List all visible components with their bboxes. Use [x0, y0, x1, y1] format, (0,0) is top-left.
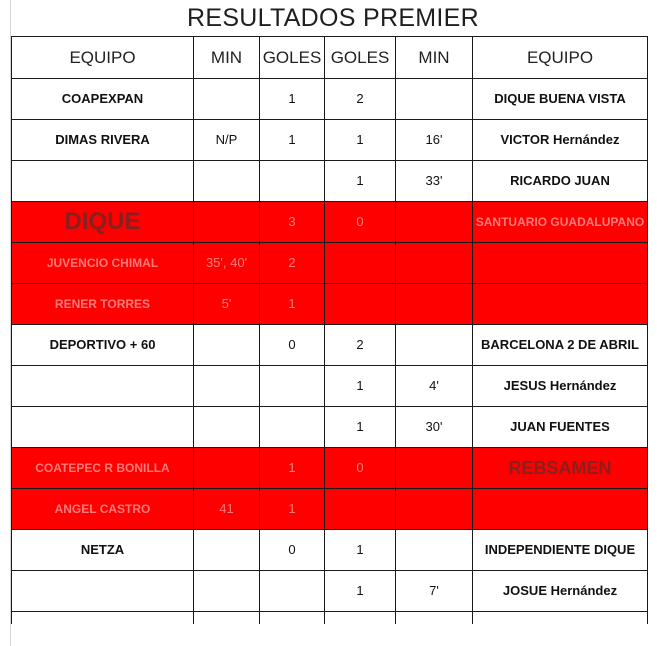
goals-cell[interactable]: 1 [260, 79, 325, 120]
header-cell: GOLES [325, 37, 396, 79]
minute-cell[interactable] [194, 325, 260, 366]
goals-cell[interactable]: 1 [325, 407, 396, 448]
minute-cell[interactable] [396, 489, 473, 530]
minute-cell[interactable] [396, 448, 473, 489]
spreadsheet-gridline [0, 0, 11, 646]
team-cell[interactable]: DIQUE [12, 202, 194, 243]
minute-cell[interactable]: N/P [194, 120, 260, 161]
table-row-highlighted [12, 202, 648, 243]
empty-cell[interactable] [325, 612, 396, 625]
minute-cell[interactable]: 4' [396, 366, 473, 407]
goals-cell[interactable]: 1 [325, 530, 396, 571]
team-cell[interactable]: DEPORTIVO + 60 [12, 325, 194, 366]
goals-cell[interactable]: 1 [325, 161, 396, 202]
team-cell[interactable]: SANTUARIO GUADALUPANO [473, 202, 648, 243]
header-row [12, 37, 648, 79]
table-row-highlighted [12, 489, 648, 530]
goals-cell[interactable]: 2 [260, 243, 325, 284]
goals-cell[interactable]: 0 [325, 448, 396, 489]
minute-cell[interactable] [396, 325, 473, 366]
minute-cell[interactable]: 30' [396, 407, 473, 448]
team-cell[interactable] [12, 161, 194, 202]
empty-cell[interactable] [12, 612, 194, 625]
goals-cell[interactable]: 1 [260, 284, 325, 325]
goals-cell[interactable] [260, 571, 325, 612]
minute-cell[interactable]: 5' [194, 284, 260, 325]
team-cell[interactable] [12, 571, 194, 612]
table-row [12, 120, 648, 161]
goals-cell[interactable] [325, 243, 396, 284]
minute-cell[interactable]: 16' [396, 120, 473, 161]
goals-cell[interactable]: 0 [260, 325, 325, 366]
table-row [12, 366, 648, 407]
minute-cell[interactable] [194, 366, 260, 407]
table-row [12, 571, 648, 612]
header-cell: MIN [396, 37, 473, 79]
minute-cell[interactable] [194, 448, 260, 489]
team-cell[interactable]: INDEPENDIENTE DIQUE [473, 530, 648, 571]
team-cell[interactable] [473, 489, 648, 530]
team-cell[interactable]: VICTOR Hernández [473, 120, 648, 161]
table-row-highlighted [12, 284, 648, 325]
table-row-highlighted [12, 448, 648, 489]
team-cell[interactable]: RENER TORRES [12, 284, 194, 325]
table-row [12, 325, 648, 366]
team-cell[interactable] [473, 243, 648, 284]
minute-cell[interactable] [396, 79, 473, 120]
goals-cell[interactable]: 1 [260, 489, 325, 530]
goals-cell[interactable] [260, 407, 325, 448]
header-cell: EQUIPO [473, 37, 648, 79]
team-cell[interactable]: JUVENCIO CHIMAL [12, 243, 194, 284]
team-cell[interactable]: ANGEL CASTRO [12, 489, 194, 530]
table-row-highlighted [12, 243, 648, 284]
minute-cell[interactable] [194, 571, 260, 612]
table-row [12, 530, 648, 571]
team-cell[interactable]: JUAN FUENTES [473, 407, 648, 448]
team-cell[interactable]: COAPEXPAN [12, 79, 194, 120]
empty-cell[interactable] [194, 612, 260, 625]
team-cell[interactable]: REBSAMEN [473, 448, 648, 489]
goals-cell[interactable]: 2 [325, 325, 396, 366]
goals-cell[interactable] [260, 366, 325, 407]
table-row [12, 407, 648, 448]
minute-cell[interactable]: 33' [396, 161, 473, 202]
team-cell[interactable]: JOSUE Hernández [473, 571, 648, 612]
table-row [12, 161, 648, 202]
minute-cell[interactable] [194, 530, 260, 571]
team-cell[interactable] [12, 366, 194, 407]
goals-cell[interactable] [325, 284, 396, 325]
minute-cell[interactable] [396, 243, 473, 284]
team-cell[interactable]: DIMAS RIVERA [12, 120, 194, 161]
minute-cell[interactable] [194, 161, 260, 202]
goals-cell[interactable]: 0 [325, 202, 396, 243]
minute-cell[interactable] [194, 202, 260, 243]
team-cell[interactable] [12, 407, 194, 448]
header-cell: MIN [194, 37, 260, 79]
minute-cell[interactable]: 7' [396, 571, 473, 612]
goals-cell[interactable] [325, 489, 396, 530]
team-cell[interactable]: COATEPEC R BONILLA [12, 448, 194, 489]
minute-cell[interactable]: 35', 40' [194, 243, 260, 284]
empty-cell[interactable] [473, 612, 648, 625]
table-row-partial [12, 612, 648, 625]
goals-cell[interactable]: 1 [260, 448, 325, 489]
empty-cell[interactable] [260, 612, 325, 625]
goals-cell[interactable] [260, 161, 325, 202]
empty-cell[interactable] [396, 612, 473, 625]
team-cell[interactable]: DIQUE BUENA VISTA [473, 79, 648, 120]
results-table [11, 36, 648, 624]
minute-cell[interactable] [194, 407, 260, 448]
goals-cell[interactable]: 1 [260, 120, 325, 161]
header-cell: EQUIPO [12, 37, 194, 79]
goals-cell[interactable]: 1 [325, 571, 396, 612]
team-cell[interactable]: JESUS Hernández [473, 366, 648, 407]
minute-cell[interactable] [194, 79, 260, 120]
page-title: RESULTADOS PREMIER [186, 4, 480, 32]
goals-cell[interactable]: 1 [325, 366, 396, 407]
team-cell[interactable]: BARCELONA 2 DE ABRIL [473, 325, 648, 366]
team-cell[interactable]: RICARDO JUAN [473, 161, 648, 202]
minute-cell[interactable]: 41 [194, 489, 260, 530]
header-cell: GOLES [260, 37, 325, 79]
team-cell[interactable]: NETZA [12, 530, 194, 571]
team-cell[interactable] [473, 284, 648, 325]
minute-cell[interactable] [396, 202, 473, 243]
goals-cell[interactable]: 1 [325, 120, 396, 161]
minute-cell[interactable] [396, 284, 473, 325]
table-row [12, 79, 648, 120]
minute-cell[interactable] [396, 530, 473, 571]
goals-cell[interactable]: 0 [260, 530, 325, 571]
goals-cell[interactable]: 2 [325, 79, 396, 120]
goals-cell[interactable]: 3 [260, 202, 325, 243]
